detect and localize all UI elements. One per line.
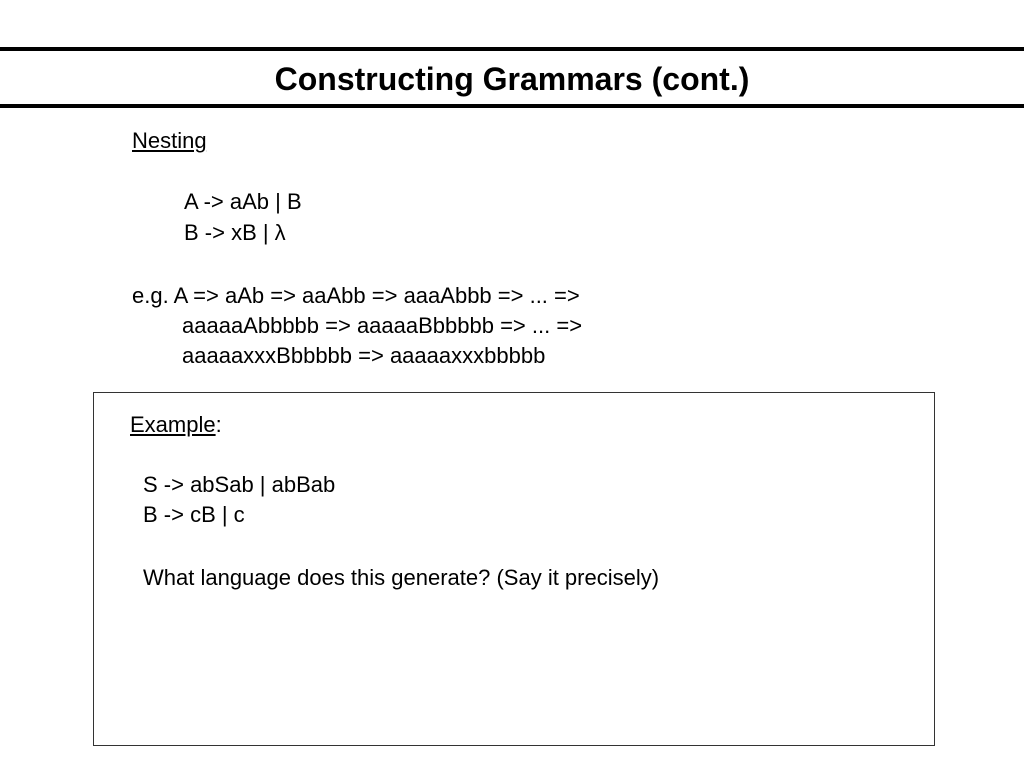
example-heading-colon: : xyxy=(215,412,222,437)
title-top-rule xyxy=(0,47,1024,51)
example-question: What language does this generate? (Say it precisely) xyxy=(143,565,660,590)
example-heading-line xyxy=(130,410,222,440)
nesting-rule-a: A -> aAb | B xyxy=(184,189,302,214)
example-rule-b: B -> cB | c xyxy=(143,502,245,527)
title-bottom-rule xyxy=(0,104,1024,108)
example-box xyxy=(93,392,935,746)
slide-title: Constructing Grammars (cont.) xyxy=(274,61,750,97)
derivation-line-1: e.g. A => aAb => aaAbb => aaaAbbb => ... => xyxy=(132,283,580,308)
example-rule-s: S -> abSab | abBab xyxy=(143,472,336,497)
derivation-line-3: aaaaaxxxBbbbbb => aaaaaxxxbbbbb xyxy=(182,343,546,368)
example-heading: Example xyxy=(130,412,216,437)
derivation-line-2: aaaaaAbbbbb => aaaaaBbbbbb => ... => xyxy=(182,313,583,338)
nesting-rule-b: B -> xB | λ xyxy=(184,220,286,245)
nesting-heading: Nesting xyxy=(132,128,207,153)
